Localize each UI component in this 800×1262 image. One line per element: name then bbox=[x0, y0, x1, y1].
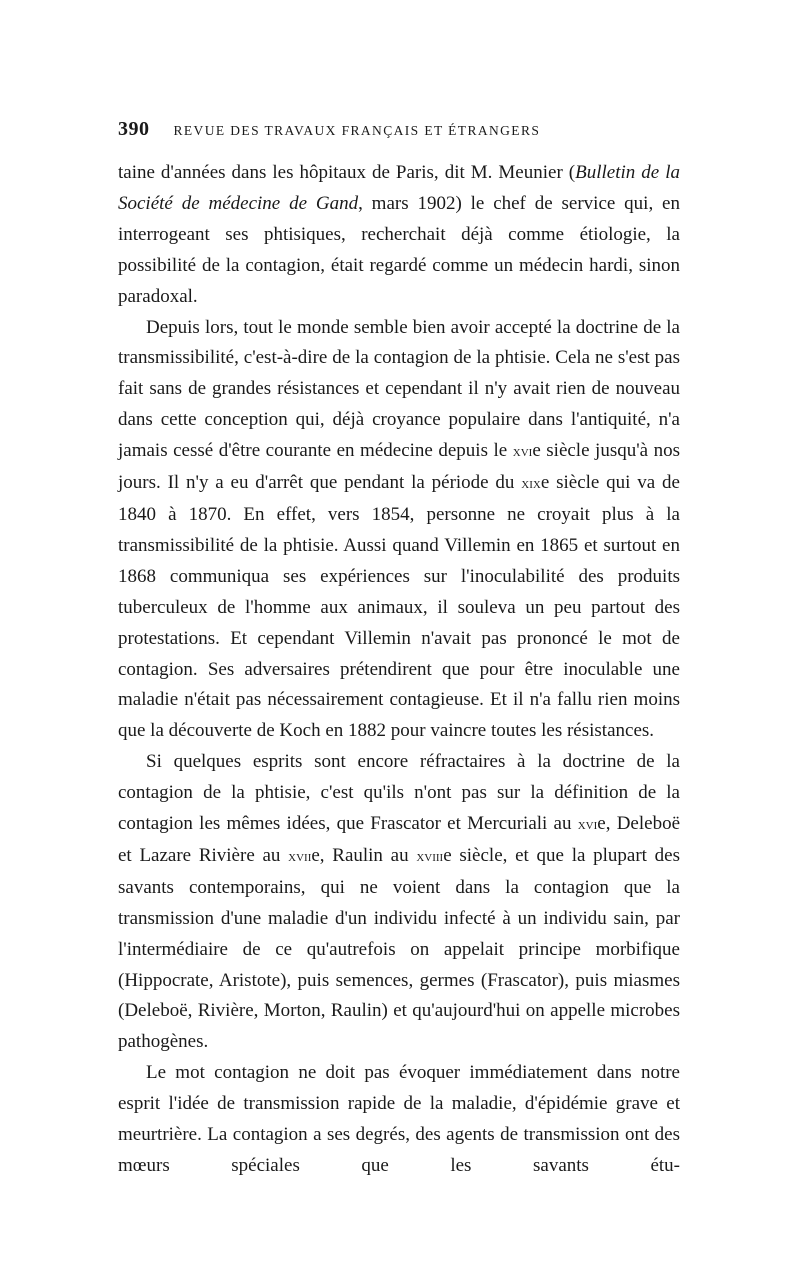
running-title: REVUE DES TRAVAUX FRANÇAIS ET ÉTRANGERS bbox=[173, 123, 541, 138]
century-xvi: xvi bbox=[577, 816, 598, 834]
paragraph-3-text-a: Si quelques esprits sont encore réfractaires à la doctrine de la contagion de la phtisie, c'est qu'ils n'ont pas sur la définition de la contagion les mêmes idées, que Frascator et Mercuriali au bbox=[118, 751, 680, 835]
paragraph-3-text-c: e, Raulin au bbox=[311, 844, 417, 866]
paragraph-2 bbox=[118, 313, 680, 748]
paragraph-3 bbox=[118, 747, 680, 1058]
paragraph-2-text-b: e siècle jusqu'à nos jours. Il n'y a eu d'arrêt que pendant la période du bbox=[118, 440, 681, 494]
book-page bbox=[118, 118, 680, 1182]
century-xviii: xviii bbox=[416, 847, 444, 865]
page-number: 390 bbox=[118, 118, 150, 140]
century-xix: xix bbox=[521, 475, 541, 493]
century-xvi: xvi bbox=[512, 443, 533, 461]
journal-title: Bulletin de la Société de médecine de Gand bbox=[118, 162, 680, 214]
paragraph-3-text-d: e siècle, et que la plupart des savants contemporains, qui ne voient dans la contagion que la transmission d'une maladie d'un individu infecté à un individu sain, par l'intermédiaire de ce qu'autrefois on appelait principe morbifique (Hippocrate, Aristote), puis semences, germes (Frascator), puis miasmes (Deleboë, Rivière, Morton, Raulin) et qu'aujourd'hui on appelle microbes pathogènes. bbox=[118, 844, 681, 1053]
paragraph-4-text: Le mot contagion ne doit pas évoquer immédiatement dans notre esprit l'idée de transmission rapide de la maladie, d'épidémie grave et meurtrière. La contagion a ses degrés, des agents de transmission ont des mœurs spéciales que les savants étu- bbox=[118, 1062, 680, 1176]
paragraph-3-text-b: e, Deleboë et Lazare Rivière au bbox=[118, 813, 680, 866]
paragraph-1-text-a: taine d'années dans les hôpitaux de Paris, dit M. Meunier ( bbox=[118, 162, 576, 183]
paragraph-4 bbox=[118, 1058, 680, 1182]
running-head bbox=[118, 118, 680, 148]
paragraph-2-text-a: Depuis lors, tout le monde semble bien avoir accepté la doctrine de la transmissibilité, c'est-à-dire de la contagion de la phtisie. Cela ne s'est pas fait sans de grandes résistances et cependant il n'y avait rien de nouveau dans cette conception qui, déjà croyance populaire dans l'antiquité, n'a jamais cessé d'être courante en médecine depuis le bbox=[118, 316, 680, 462]
body-text bbox=[118, 158, 680, 1182]
paragraph-2-text-c: e siècle qui va de 1840 à 1870. En effet, vers 1854, personne ne croyait plus à la transmissibilité de la phtisie. Aussi quand Villemin en 1865 et surtout en 1868 communiqua ses expériences sur l'inoculabilité des produits tuberculeux de l'homme aux animaux, il souleva un peu partout des protestations. Et cependant Villemin n'avait pas prononcé le mot de contagion. Ses adversaires prétendirent que pour être inoculable une maladie n'était pas nécessairement contagieuse. Et il n'a fallu rien moins que la découverte de Koch en 1882 pour vaincre toutes les résistances. bbox=[118, 472, 680, 742]
paragraph-1-text-b: , mars 1902) le chef de service qui, en interrogeant ses phtisiques, recherchait déjà comme étiologie, la possibilité de la contagion, était regardé comme un médecin hardi, sinon paradoxal. bbox=[118, 192, 680, 307]
century-xvii: xvii bbox=[288, 847, 312, 865]
paragraph-1 bbox=[118, 158, 680, 313]
